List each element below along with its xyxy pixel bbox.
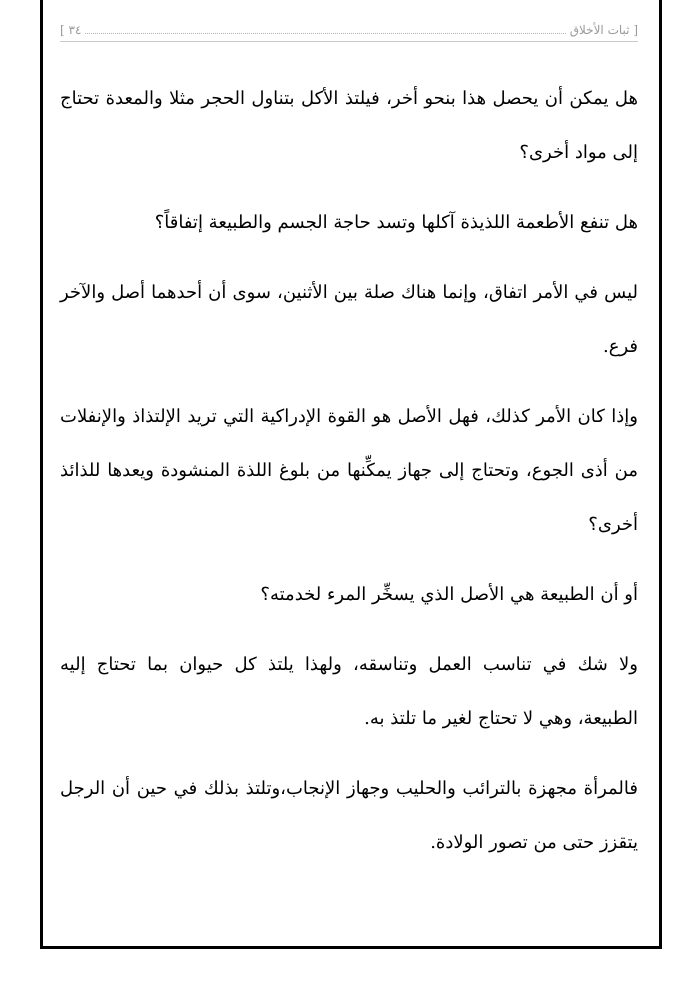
paragraph: ولا شك في تناسب العمل وتناسقه، ولهذا يلتذ كل حيوان بما تحتاج إليه الطبيعة، وهي لا تحتاج لغير ما تلتذ به. bbox=[60, 654, 638, 729]
page-body bbox=[60, 72, 638, 886]
paragraph: هل يمكن أن يحصل هذا بنحو أخر، فيلتذ الأكل بتناول الحجر مثلا والمعدة تحتاج إلى مواد أخرى؟ bbox=[60, 88, 638, 163]
page-number: ٣٤ ] bbox=[60, 23, 82, 37]
header-dot-leader bbox=[85, 33, 565, 34]
paragraph: ليس في الأمر اتفاق، وإنما هناك صلة بين الأثنين، سوى أن أحدهما أصل والآخر فرع. bbox=[60, 282, 638, 357]
paragraph: وإذا كان الأمر كذلك، فهل الأصل هو القوة الإدراكية التي تريد الإلتذاذ والإنفلات من أذى الجوع، وتحتاج إلى جهاز يمكِّنها من بلوغ اللذة المنشودة ويعدها للذائذ أخرى؟ bbox=[60, 406, 638, 535]
paragraph: فالمرأة مجهزة بالترائب والحليب وجهاز الإنجاب،وتلتذ بذلك في حين أن الرجل يتقزز حتى من تصور الولادة. bbox=[60, 778, 638, 853]
running-header bbox=[60, 19, 638, 42]
paragraph: أو أن الطبيعة هي الأصل الذي يسخِّر المرء لخدمته؟ bbox=[260, 584, 638, 605]
paragraph: هل تنفع الأطعمة اللذيذة آكلها وتسد حاجة الجسم والطبيعة إتفاقاً؟ bbox=[154, 212, 638, 233]
header-title: [ ثبات الأخلاق bbox=[569, 23, 638, 37]
